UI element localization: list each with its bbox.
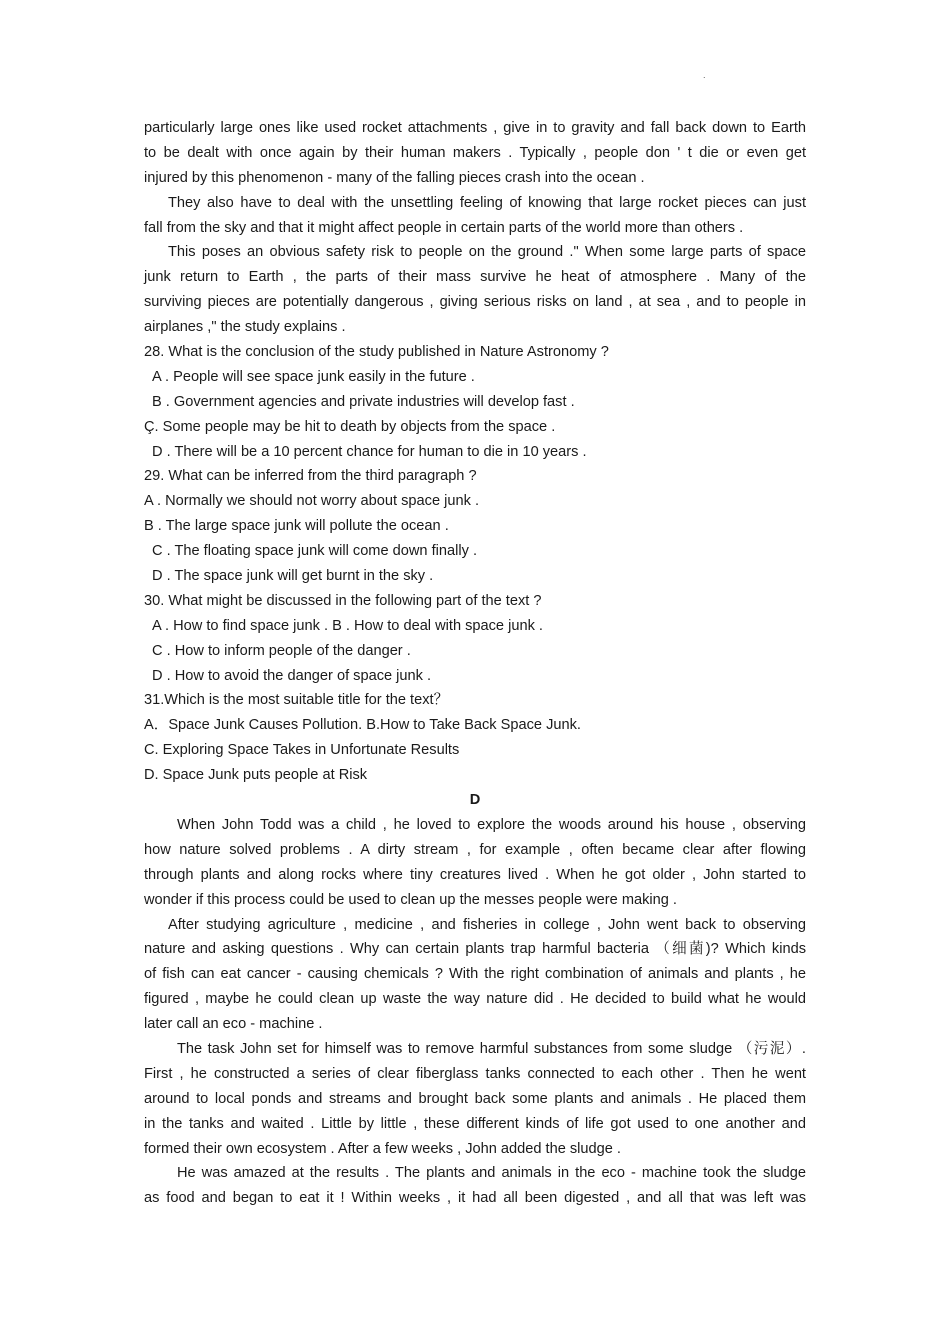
text-line: wonder if this process could be used to clean up the messes people were making . bbox=[144, 891, 677, 908]
text-line: to be dealt with once again by their human makers . Typically , people don ' t die or even get bbox=[144, 144, 806, 161]
text-line: of fish can eat cancer - causing chemicals ? With the right combination of animals and plants , he bbox=[144, 966, 806, 983]
answer-option: B . Government agencies and private industries will develop fast . bbox=[152, 393, 575, 410]
passage-c-paragraph-1 bbox=[144, 116, 806, 191]
answer-option: D . There will be a 10 percent chance for human to die in 10 years . bbox=[152, 443, 587, 460]
question-stem: 28. What is the conclusion of the study published in Nature Astronomy ? bbox=[144, 344, 609, 361]
text-line: This poses an obvious safety risk to people on the ground ." When some large parts of space bbox=[168, 244, 806, 261]
text-line: First , he constructed a series of clear fiberglass tanks connected to each other . Then he went bbox=[144, 1065, 806, 1082]
text-line: After studying agriculture , medicine , and fisheries in college , John went back to observing bbox=[168, 916, 806, 933]
answer-option: A . How to find space junk . B . How to deal with space junk . bbox=[152, 617, 543, 634]
text-line: how nature solved problems . A dirty stream , for example , often became clear after flowing bbox=[144, 841, 806, 858]
text-line: particularly large ones like used rocket attachments , give in to gravity and fall back down to Earth bbox=[144, 120, 806, 136]
passage-c-paragraph-2 bbox=[144, 191, 806, 241]
answer-option: A . Normally we should not worry about space junk . bbox=[144, 493, 480, 510]
text-line: formed their own ecosystem . After a few weeks , John added the sludge . bbox=[144, 1140, 621, 1157]
text-line: as food and began to eat it ! Within weeks , it had all been digested , and all that was left was bbox=[144, 1190, 806, 1207]
text-line: figured , maybe he could clean up waste the way nature did . He decided to build what he would bbox=[144, 991, 806, 1008]
answer-option: C. Exploring Space Takes in Unfortunate Results bbox=[144, 742, 460, 759]
text-line: nature and asking questions . Why can certain plants trap harmful bacteria （细菌)? Which kinds bbox=[144, 941, 806, 958]
page-content bbox=[144, 116, 806, 1211]
passage-c-paragraph-3 bbox=[144, 240, 806, 340]
text-line: They also have to deal with the unsettling feeling of knowing that large rocket pieces can just bbox=[168, 194, 806, 211]
text-line: When John Todd was a child , he loved to explore the woods around his house , observing bbox=[177, 816, 806, 833]
question-stem: 29. What can be inferred from the third paragraph ? bbox=[144, 468, 477, 485]
answer-option: A．Space Junk Causes Pollution. B.How to Take Back Space Junk. bbox=[144, 717, 581, 734]
text-line: surviving pieces are potentially dangerous , giving serious risks on land , at sea , and to people in bbox=[144, 294, 806, 311]
corner-mark: . bbox=[703, 70, 706, 80]
question-stem: 31.Which is the most suitable title for the text？ bbox=[144, 692, 449, 709]
question-stem: 30. What might be discussed in the following part of the text ? bbox=[144, 592, 542, 609]
answer-option: C . How to inform people of the danger . bbox=[152, 642, 411, 659]
text-line: airplanes ," the study explains . bbox=[144, 319, 346, 336]
text-line: injured by this phenomenon - many of the falling pieces crash into the ocean . bbox=[144, 169, 645, 186]
passage-d-paragraph-2 bbox=[144, 913, 806, 1037]
answer-option: A . People will see space junk easily in the future . bbox=[152, 368, 475, 385]
answer-option: B . The large space junk will pollute the ocean . bbox=[144, 518, 449, 535]
passage-d-paragraph-4 bbox=[144, 1161, 806, 1211]
text-line: junk return to Earth , the parts of their mass survive he heat of atmosphere . Many of the bbox=[144, 269, 806, 286]
answer-option: Ç. Some people may be hit to death by objects from the space . bbox=[144, 418, 556, 435]
question-29 bbox=[144, 464, 806, 588]
text-line: He was amazed at the results . The plants and animals in the eco - machine took the sludge bbox=[177, 1165, 806, 1182]
text-line: in the tanks and waited . Little by little , these different kinds of life got used to one another and bbox=[144, 1115, 806, 1132]
question-31 bbox=[144, 688, 806, 788]
text-line: through plants and along rocks where tiny creatures lived . When he got older , John started to bbox=[144, 866, 806, 883]
passage-d-paragraph-3 bbox=[144, 1037, 806, 1161]
text-line: later call an eco - machine . bbox=[144, 1016, 323, 1033]
passage-d-paragraph-1 bbox=[144, 813, 806, 913]
answer-option: C . The floating space junk will come down finally . bbox=[152, 543, 478, 560]
text-line: fall from the sky and that it might affect people in certain parts of the world more than others . bbox=[144, 219, 744, 236]
answer-option: D. Space Junk puts people at Risk bbox=[144, 767, 368, 784]
answer-option: D . The space junk will get burnt in the sky . bbox=[152, 568, 434, 585]
text-line: around to local ponds and streams and brought back some plants and animals . He placed them bbox=[144, 1090, 806, 1107]
question-30 bbox=[144, 589, 806, 689]
answer-option: D . How to avoid the danger of space junk . bbox=[152, 667, 432, 684]
text-line: The task John set for himself was to remove harmful substances from some sludge （污泥）. bbox=[177, 1040, 806, 1057]
section-heading: D bbox=[469, 792, 481, 809]
question-28 bbox=[144, 340, 806, 464]
